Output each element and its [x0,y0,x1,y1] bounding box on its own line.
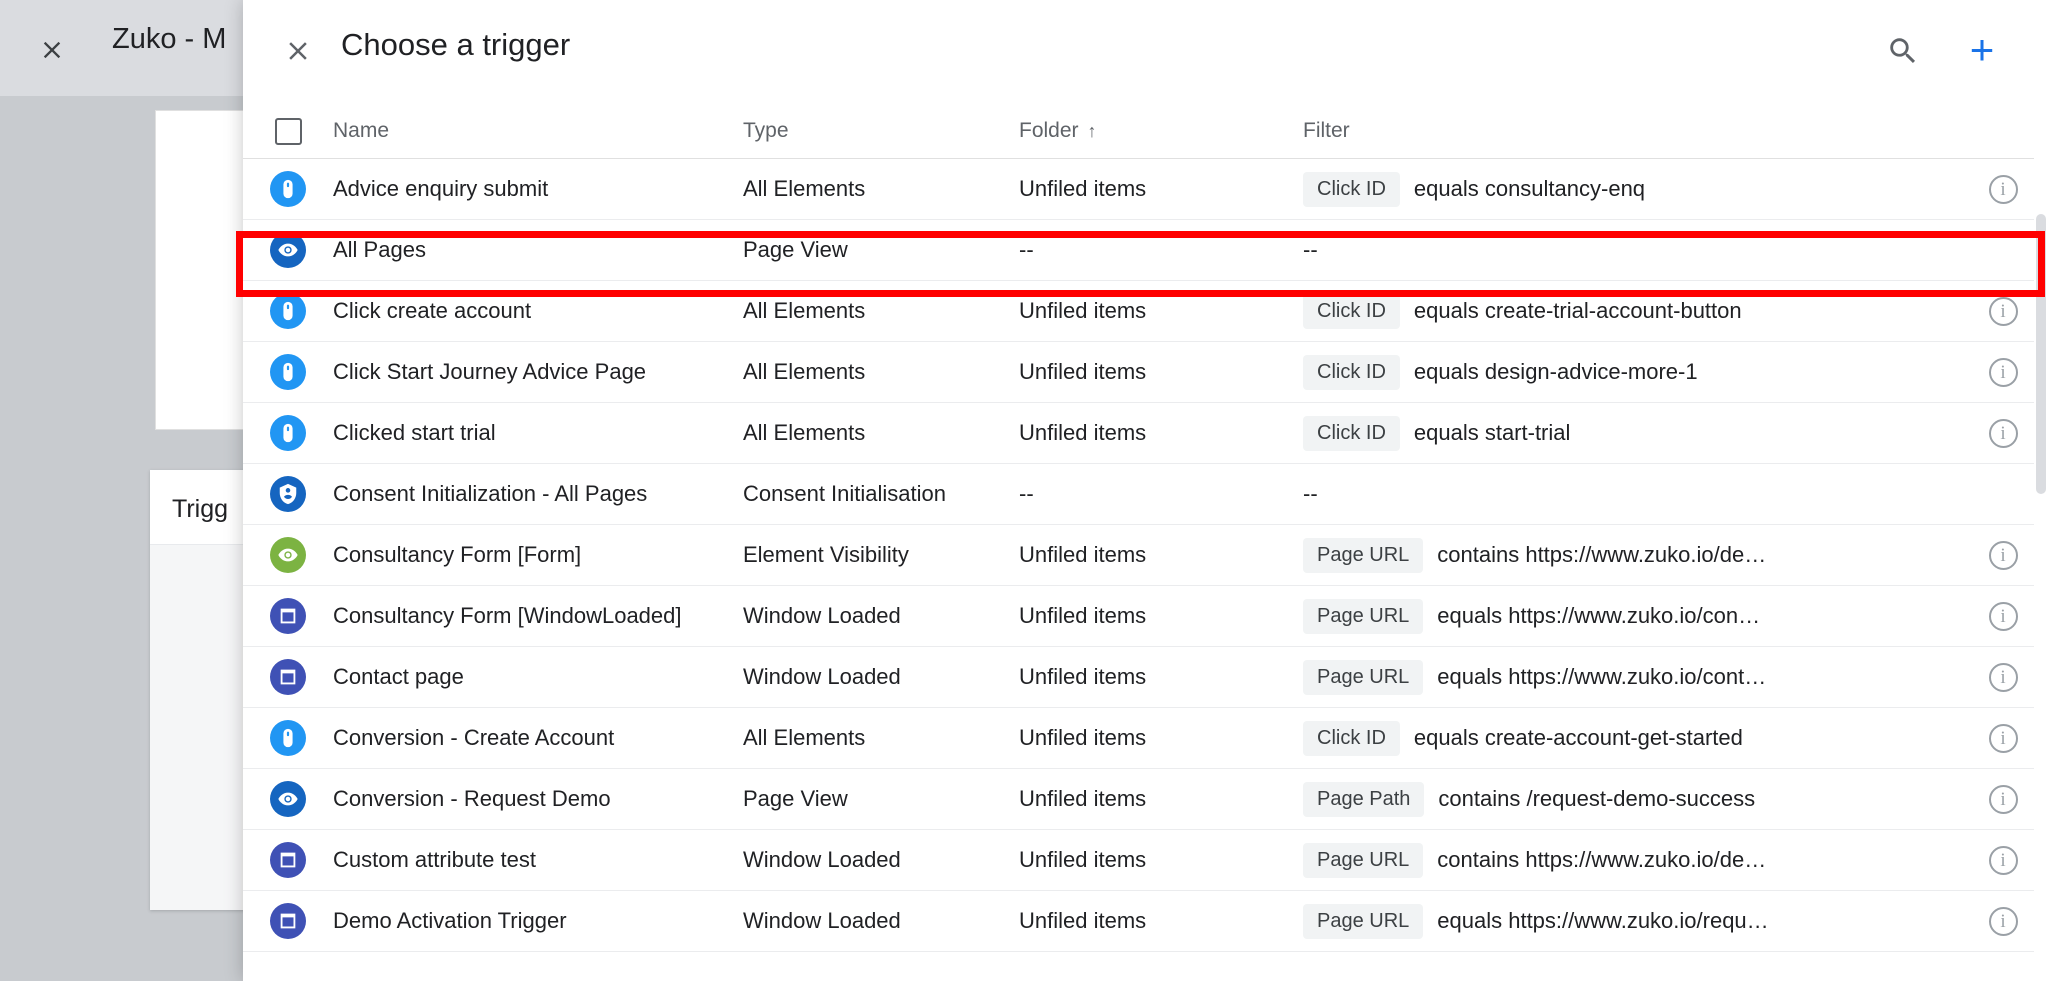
trigger-folder: -- [1019,481,1034,506]
trigger-icon-cell [243,476,333,512]
info-icon[interactable]: i [1989,358,2018,387]
table-row[interactable] [243,525,2048,586]
trigger-filter-cell [1303,660,1958,695]
trigger-icon-cell [243,293,333,329]
table-row[interactable] [243,464,2048,525]
trigger-folder: Unfiled items [1019,603,1147,628]
table-row[interactable] [243,708,2048,769]
dialog-header [243,0,2048,104]
trigger-type: All Elements [743,420,866,445]
filter-condition-text: equals design-advice-more-1 [1413,359,1698,384]
click-trigger-icon [270,171,306,207]
trigger-folder: Unfiled items [1019,664,1147,689]
table-row[interactable] [243,769,2048,830]
table-row[interactable] [243,281,2048,342]
info-icon[interactable]: i [1989,846,2018,875]
trigger-icon-cell [243,232,333,268]
window-loaded-trigger-icon [270,659,306,695]
trigger-name[interactable]: Custom attribute test [333,847,536,872]
trigger-name[interactable]: Click Start Journey Advice Page [333,359,647,384]
trigger-filter-cell [1303,843,1958,878]
info-icon[interactable]: i [1989,724,2018,753]
column-header-name[interactable]: Name [333,119,390,142]
filter-variable-chip: Click ID [1303,355,1400,390]
click-trigger-icon [270,354,306,390]
column-header-folder-label: Folder [1019,119,1079,142]
trigger-icon-cell [243,537,333,573]
table-row[interactable] [243,220,2048,281]
trigger-filter-cell [1303,172,1958,207]
trigger-folder: -- [1019,237,1034,262]
filter-condition-text: contains https://www.zuko.io/de… [1437,847,1767,872]
trigger-type: All Elements [743,725,866,750]
info-icon[interactable]: i [1989,541,2018,570]
search-icon[interactable] [1886,34,1920,68]
column-header-filter-label: Filter [1303,119,1350,142]
trigger-type: Page View [743,786,848,811]
trigger-folder: Unfiled items [1019,725,1147,750]
visibility-trigger-icon [270,537,306,573]
trigger-filter-cell [1303,416,1958,451]
close-icon[interactable] [283,36,313,66]
trigger-name[interactable]: Consent Initialization - All Pages [333,481,648,506]
trigger-icon-cell [243,598,333,634]
trigger-type: All Elements [743,298,866,323]
info-icon[interactable]: i [1989,297,2018,326]
filter-variable-chip: Page Path [1303,782,1424,817]
click-trigger-icon [270,720,306,756]
filter-condition-text: equals create-trial-account-button [1413,298,1742,323]
filter-variable-chip: Page URL [1303,843,1423,878]
filter-variable-chip: Page URL [1303,660,1423,695]
click-trigger-icon [270,293,306,329]
trigger-icon-cell [243,659,333,695]
filter-variable-chip: Page URL [1303,538,1423,573]
trigger-folder: Unfiled items [1019,542,1147,567]
trigger-name[interactable]: Consultancy Form [Form] [333,542,582,567]
info-icon[interactable]: i [1989,663,2018,692]
trigger-filter-cell [1303,904,1958,939]
trigger-filter-cell [1303,721,1958,756]
info-icon[interactable]: i [1989,419,2018,448]
trigger-icon-cell [243,903,333,939]
trigger-filter-cell [1303,782,1958,817]
add-icon[interactable]: + [1969,26,1995,73]
table-row[interactable] [243,830,2048,891]
page-title: Choose a trigger [341,27,571,62]
trigger-type: All Elements [743,176,866,201]
trigger-filter-cell [1303,599,1958,634]
scrollbar-track[interactable] [2034,104,2048,981]
table-header-row [243,104,2048,159]
trigger-name[interactable]: Click create account [333,298,532,323]
window-loaded-trigger-icon [270,842,306,878]
info-icon[interactable]: i [1989,175,2018,204]
trigger-filter-cell [1303,237,1958,263]
trigger-name[interactable]: Conversion - Request Demo [333,786,611,811]
trigger-icon-cell [243,781,333,817]
filter-condition-text: contains /request-demo-success [1438,786,1756,811]
filter-variable-chip: Click ID [1303,172,1400,207]
trigger-icon-cell [243,354,333,390]
filter-variable-chip: Page URL [1303,599,1423,634]
table-row[interactable] [243,159,2048,220]
filter-condition-text: -- [1303,481,1318,506]
filter-condition-text: equals start-trial [1413,420,1571,445]
sort-ascending-icon: ↑ [1087,121,1097,141]
trigger-folder: Unfiled items [1019,786,1147,811]
trigger-folder: Unfiled items [1019,359,1147,384]
trigger-type: Element Visibility [743,542,909,567]
scrollbar-thumb[interactable] [2036,214,2046,494]
trigger-type: Window Loaded [743,603,901,628]
trigger-icon-cell [243,842,333,878]
trigger-filter-cell [1303,355,1958,390]
info-icon[interactable]: i [1989,907,2018,936]
trigger-name[interactable]: Clicked start trial [333,420,496,445]
close-icon[interactable] [38,36,66,64]
trigger-icon-cell [243,415,333,451]
consent-trigger-icon [270,476,306,512]
trigger-folder: Unfiled items [1019,298,1147,323]
trigger-rows [243,159,2048,952]
filter-variable-chip: Page URL [1303,904,1423,939]
filter-condition-text: contains https://www.zuko.io/de… [1437,542,1767,567]
trigger-name[interactable]: Advice enquiry submit [333,176,549,201]
table-row[interactable] [243,342,2048,403]
filter-condition-text: equals consultancy-enq [1413,176,1646,201]
column-header-type[interactable]: Type [743,119,789,142]
column-header-folder[interactable] [1019,119,1303,143]
filter-condition-text: equals create-account-get-started [1413,725,1743,750]
trigger-type: Page View [743,237,848,262]
trigger-filter-cell [1303,538,1958,573]
window-loaded-trigger-icon [270,903,306,939]
trigger-name[interactable]: Contact page [333,664,464,689]
choose-trigger-dialog [243,0,2048,981]
trigger-type: Window Loaded [743,664,901,689]
trigger-folder: Unfiled items [1019,847,1147,872]
column-header-filter[interactable] [1303,119,1958,143]
trigger-name[interactable]: Demo Activation Trigger [333,908,567,933]
trigger-type: All Elements [743,359,866,384]
trigger-folder: Unfiled items [1019,420,1147,445]
filter-condition-text: equals https://www.zuko.io/con… [1437,603,1761,628]
trigger-filter-cell [1303,481,1958,507]
info-icon[interactable]: i [1989,602,2018,631]
trigger-name[interactable]: Conversion - Create Account [333,725,615,750]
background-app-title: Zuko - M [112,23,227,55]
click-trigger-icon [270,415,306,451]
pageview-trigger-icon [270,781,306,817]
filter-variable-chip: Click ID [1303,721,1400,756]
select-all-checkbox[interactable] [275,118,302,145]
filter-condition-text: equals https://www.zuko.io/requ… [1437,908,1769,933]
trigger-folder: Unfiled items [1019,176,1147,201]
trigger-table [243,104,2048,952]
trigger-icon-cell [243,720,333,756]
table-row[interactable] [243,647,2048,708]
trigger-icon-cell [243,171,333,207]
filter-condition-text: -- [1303,237,1318,262]
table-row[interactable] [243,586,2048,647]
trigger-folder: Unfiled items [1019,908,1147,933]
trigger-name[interactable]: Consultancy Form [WindowLoaded] [333,603,682,628]
info-icon[interactable]: i [1989,785,2018,814]
trigger-type: Window Loaded [743,908,901,933]
table-row[interactable] [243,403,2048,464]
filter-variable-chip: Click ID [1303,294,1400,329]
trigger-filter-cell [1303,294,1958,329]
pageview-trigger-icon [270,232,306,268]
select-all-cell [243,118,333,145]
background-trigger-panel-label: Trigg [172,495,229,523]
filter-variable-chip: Click ID [1303,416,1400,451]
filter-condition-text: equals https://www.zuko.io/cont… [1437,664,1767,689]
trigger-type: Consent Initialisation [743,481,947,506]
trigger-type: Window Loaded [743,847,901,872]
window-loaded-trigger-icon [270,598,306,634]
table-row[interactable] [243,891,2048,952]
trigger-list-scroll-area[interactable] [243,104,2048,981]
trigger-name[interactable]: All Pages [333,237,426,262]
